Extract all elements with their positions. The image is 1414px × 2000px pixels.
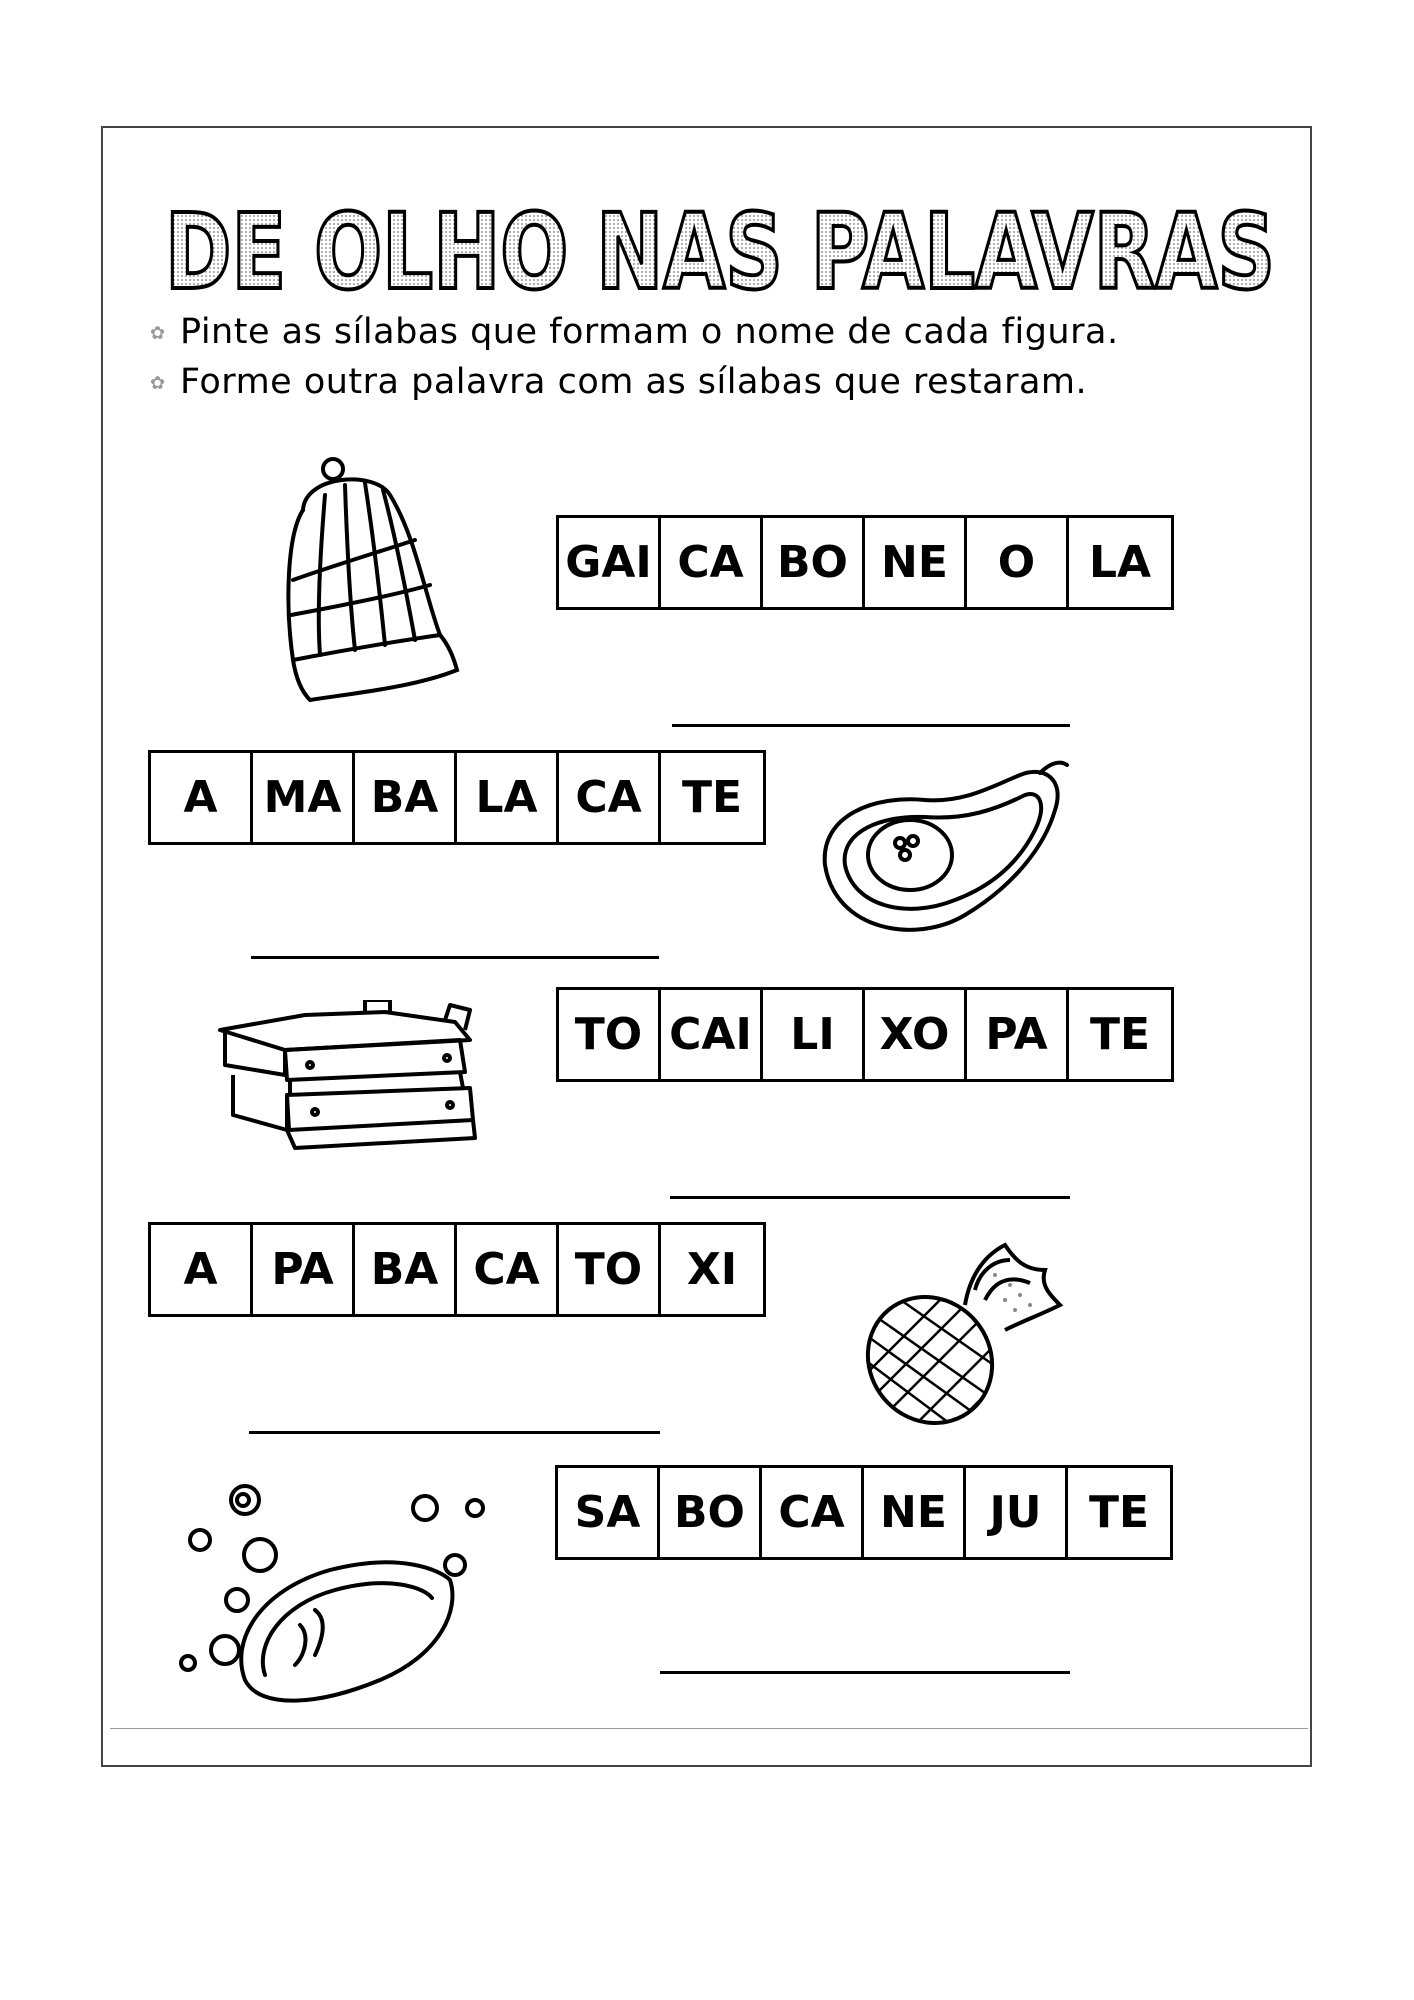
syllable-cell[interactable]: LI <box>763 990 865 1079</box>
syllable-row-3 <box>556 987 1174 1082</box>
syllable-cell[interactable]: PA <box>253 1225 355 1314</box>
syllable-cell[interactable]: TE <box>1089 1009 1151 1060</box>
answer-line-3[interactable] <box>670 1196 1070 1199</box>
syllable-row-2 <box>148 750 766 845</box>
syllable-cell[interactable]: TE <box>681 772 743 823</box>
syllable-cell[interactable]: BO <box>763 518 865 607</box>
answer-line-1[interactable] <box>672 724 1070 727</box>
syllable-cell[interactable]: NE <box>864 1468 966 1557</box>
syllable-cell[interactable]: BA <box>355 1225 457 1314</box>
answer-line-5[interactable] <box>660 1671 1070 1674</box>
syllable-cell[interactable]: XI <box>686 1244 738 1295</box>
syllable-cell[interactable]: CA <box>559 753 661 842</box>
syllable-cell[interactable]: GAI <box>559 518 661 607</box>
soap-icon <box>170 1480 500 1720</box>
instruction-1 <box>150 312 1119 352</box>
syllable-cell[interactable]: TO <box>559 990 661 1079</box>
answer-line-2[interactable] <box>251 956 659 959</box>
syllable-cell[interactable]: TE <box>1088 1487 1150 1538</box>
syllable-cell[interactable]: NE <box>865 518 967 607</box>
syllable-cell[interactable]: JU <box>966 1468 1068 1557</box>
bullet-icon: ✿ <box>150 322 166 344</box>
instruction-2 <box>150 362 1087 402</box>
page-title-text: DE OLHO NAS PALAVRAS <box>165 191 1275 311</box>
syllable-cell[interactable]: O <box>967 518 1069 607</box>
syllable-cell[interactable]: XO <box>865 990 967 1079</box>
syllable-cell[interactable]: A <box>151 1225 253 1314</box>
syllable-row-1 <box>556 515 1174 610</box>
instruction-1-text: Pinte as sílabas que formam o nome de cada figura. <box>180 312 1119 352</box>
birdcage-icon <box>265 455 465 705</box>
syllable-cell[interactable]: BA <box>355 753 457 842</box>
syllable-cell[interactable]: CA <box>762 1468 864 1557</box>
syllable-cell[interactable]: PA <box>967 990 1069 1079</box>
syllable-cell[interactable]: SA <box>558 1468 660 1557</box>
answer-line-4[interactable] <box>249 1431 660 1434</box>
avocado-icon <box>815 755 1080 945</box>
instruction-2-text: Forme outra palavra com as sílabas que restaram. <box>180 362 1088 402</box>
crate-icon <box>215 1000 485 1155</box>
page-title <box>160 186 1280 311</box>
pineapple-icon <box>845 1235 1070 1430</box>
syllable-cell[interactable]: LA <box>457 753 559 842</box>
syllable-cell[interactable]: CA <box>661 518 763 607</box>
syllable-cell[interactable]: CA <box>457 1225 559 1314</box>
frame-inner-line <box>110 1728 1308 1729</box>
bullet-icon: ✿ <box>150 372 166 394</box>
syllable-cell[interactable]: TO <box>559 1225 661 1314</box>
syllable-cell[interactable]: BO <box>660 1468 762 1557</box>
syllable-cell[interactable]: LA <box>1088 537 1152 588</box>
syllable-cell[interactable]: CAI <box>661 990 763 1079</box>
syllable-cell[interactable]: MA <box>253 753 355 842</box>
syllable-row-4 <box>148 1222 766 1317</box>
syllable-cell[interactable]: A <box>151 753 253 842</box>
syllable-row-5 <box>555 1465 1173 1560</box>
